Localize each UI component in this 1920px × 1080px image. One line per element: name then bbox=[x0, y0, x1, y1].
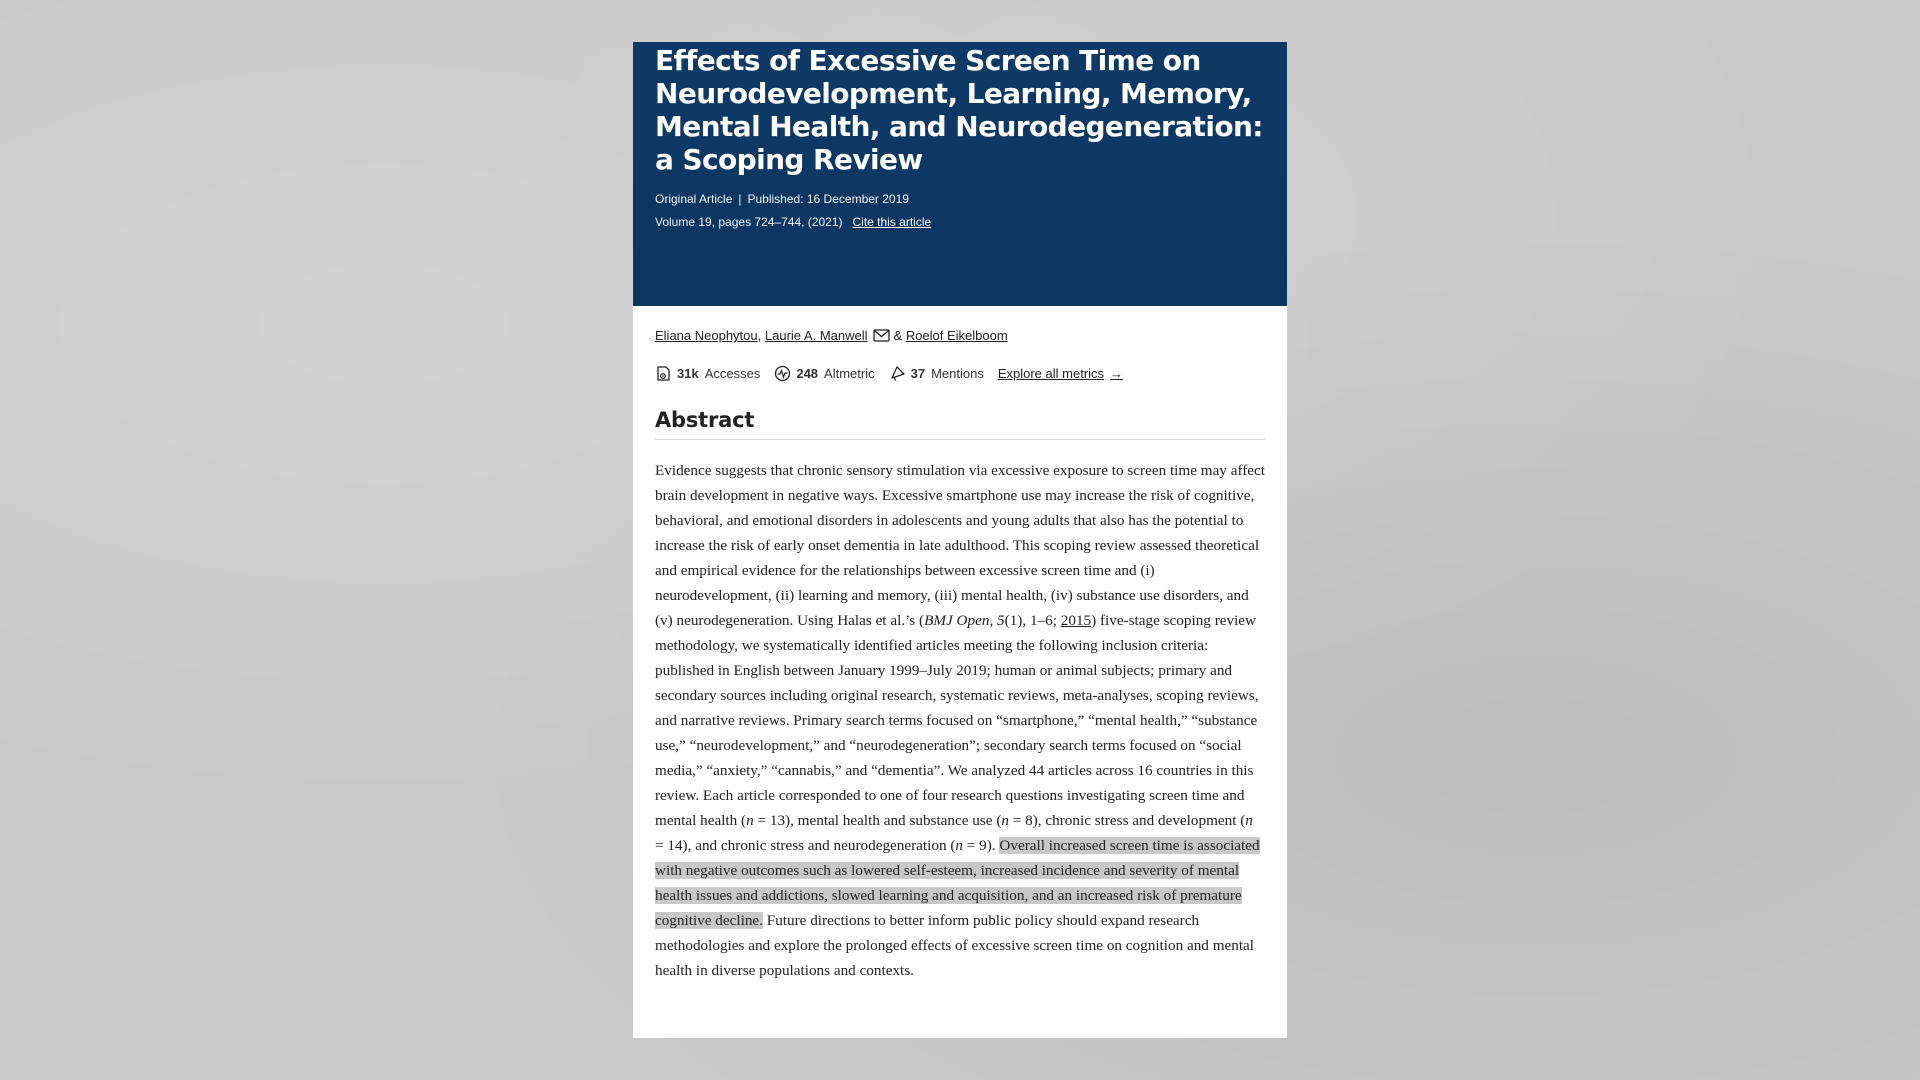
altmetric-icon bbox=[774, 365, 791, 382]
author-link-1[interactable]: Eliana Neophytou bbox=[655, 328, 758, 343]
n-symbol: n bbox=[746, 812, 754, 829]
meta-separator: | bbox=[738, 192, 742, 206]
abstract-n3: = 14), and chronic stress and neurodegeneration ( bbox=[655, 837, 956, 854]
n-symbol: n bbox=[955, 837, 963, 854]
explore-metrics-label: Explore all metrics bbox=[997, 366, 1105, 381]
volume-line bbox=[655, 211, 1265, 234]
mentions-value: 37 bbox=[910, 366, 926, 381]
article-title: Effects of Excessive Screen Time on Neurodevelopment, Learning, Memory, Mental Health, and Neurodegeneration: a Scoping Review bbox=[655, 44, 1263, 176]
n-symbol: n bbox=[1245, 812, 1253, 829]
abstract-part-3: ) five-stage scoping review methodology, we systematically identified articles meeting the following inclusion criteria: published in English between January 1999–July 2019; human or animal subjects; primary and secondary sources including original research, systematic reviews, meta-analyses, scoping reviews, and narrative reviews. Primary search terms focused on “smartphone,” “mental health,” “substance use,” “neurodevelopment,” and “neurodegeneration”; secondary search terms focused on “social media,” “anxiety,” “cannabis,” and “dementia”. We analyzed 44 articles across 16 countries in this review. Each article corresponded to one of four research questions investigating screen time and mental health ( bbox=[655, 612, 1259, 829]
metrics-bar bbox=[655, 365, 1265, 382]
reference-link-2015[interactable]: 2015 bbox=[1060, 612, 1092, 629]
author-comma: , bbox=[757, 328, 762, 343]
abstract-text bbox=[655, 458, 1265, 983]
author-link-2[interactable]: Laurie A. Manwell bbox=[764, 328, 868, 343]
accesses-icon bbox=[655, 365, 672, 382]
author-list bbox=[655, 328, 1265, 343]
author-link-3[interactable]: Roelof Eikelboom bbox=[905, 328, 1008, 343]
author-ampersand: & bbox=[893, 328, 903, 343]
cite-article-link[interactable]: Cite this article bbox=[852, 215, 932, 229]
abstract-heading: Abstract bbox=[655, 408, 1265, 440]
altmetric-metric bbox=[774, 365, 874, 382]
accesses-metric bbox=[655, 365, 760, 382]
abstract-n4: = 9). bbox=[963, 837, 1000, 854]
accesses-label: Accesses bbox=[704, 366, 761, 381]
abstract-part-2: (1), 1–6; bbox=[1004, 612, 1061, 629]
article-header bbox=[633, 42, 1287, 306]
abstract-n2: = 8), chronic stress and development ( bbox=[1008, 812, 1246, 829]
abstract-n1: = 13), mental health and substance use ( bbox=[753, 812, 1002, 829]
article-card bbox=[633, 42, 1287, 1038]
accesses-value: 31k bbox=[677, 366, 699, 381]
highlighted-text: Overall increased screen time is associated with negative outcomes such as lowered self-esteem, increased incidence and severity of mental health issues and addictions, slowed learning and acquisition, and an increased risk of premature cognitive decline. bbox=[655, 837, 1260, 929]
article-body bbox=[633, 328, 1287, 983]
n-symbol: n bbox=[1001, 812, 1009, 829]
arrow-right-icon: → bbox=[1110, 366, 1124, 381]
volume-info: Volume 19, pages 724–744, (2021) bbox=[655, 215, 843, 229]
megaphone-icon bbox=[889, 365, 906, 382]
article-type: Original Article bbox=[655, 192, 733, 206]
abstract-part-4: Future directions to better inform public policy should expand research methodologies and explore the prolonged effects of excessive screen time on cognition and mental health in diverse populations and contexts. bbox=[655, 912, 1255, 979]
mentions-metric bbox=[889, 365, 984, 382]
mail-icon[interactable] bbox=[873, 329, 890, 342]
abstract-part-1: Evidence suggests that chronic sensory stimulation via excessive exposure to screen time may affect brain development in negative ways. Excessive smartphone use may increase the risk of cognitive, behavioral, and emotional disorders in adolescents and young adults that also has the potential to increase the risk of early onset dementia in late adulthood. This scoping review assessed theoretical and empirical evidence for the relationships between excessive screen time and (i) neurodevelopment, (ii) learning and memory, (iii) mental health, (iv) substance use disorders, and (v) neurodegeneration. Using Halas et al.’s ( bbox=[655, 462, 1265, 629]
publication-line bbox=[655, 188, 1265, 211]
journal-citation: BMJ Open, 5 bbox=[924, 612, 1005, 629]
article-meta bbox=[655, 188, 1265, 234]
mentions-label: Mentions bbox=[931, 366, 984, 381]
altmetric-label: Altmetric bbox=[824, 366, 875, 381]
explore-metrics-link[interactable] bbox=[998, 366, 1123, 381]
altmetric-value: 248 bbox=[796, 366, 819, 381]
published-date: Published: 16 December 2019 bbox=[747, 192, 909, 206]
